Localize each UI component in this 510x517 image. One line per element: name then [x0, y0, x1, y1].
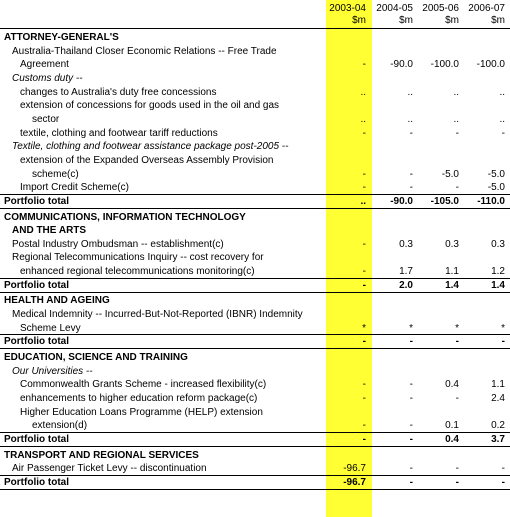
unit-header-1: $m [399, 15, 413, 26]
cell-2003-04: - [362, 168, 366, 180]
cell-2006-07: -110.0 [477, 195, 505, 207]
cell-2004-05: - [409, 420, 413, 432]
row-label-our-universities: Our Universities -- [12, 365, 93, 377]
cell-2006-07: .. [499, 113, 505, 125]
table-row [0, 140, 510, 154]
cell-2005-06: 0.1 [445, 420, 459, 432]
cell-2003-04: - [362, 279, 366, 291]
cell-2006-07: * [501, 322, 505, 334]
cell-2003-04: - [362, 433, 366, 445]
cell-2003-04: - [362, 336, 366, 348]
year-header-1: 2004-05 [376, 3, 413, 14]
portfolio-total-row [0, 335, 510, 349]
section-heading: HEALTH AND AGEING [4, 295, 110, 307]
cell-2004-05: 2.0 [399, 279, 413, 291]
section-heading-row [0, 31, 510, 45]
cell-2005-06: - [455, 127, 459, 139]
row-label-enhanced-regional-telecommunications-mon: enhanced regional telecommunications monitoring(c) [20, 266, 255, 278]
row-label-commonwealth-grants-scheme-increased-fle: Commonwealth Grants Scheme - increased flexibility(c) [20, 379, 267, 391]
year-header-3: 2006-07 [468, 3, 505, 14]
cell-2006-07: -5.0 [487, 168, 505, 180]
cell-2006-07: - [501, 476, 505, 488]
table-row [0, 251, 510, 265]
cell-2006-07: - [501, 463, 505, 475]
total-top-rule [0, 194, 510, 195]
total-top-rule [0, 475, 510, 476]
portfolio-total-label: Portfolio total [4, 476, 69, 488]
cell-2005-06: - [455, 476, 459, 488]
row-label-scheme-c: scheme(c) [32, 168, 79, 180]
table-row [0, 86, 510, 100]
cell-2006-07: .. [499, 86, 505, 98]
table-row [0, 127, 510, 141]
cell-2004-05: -90.0 [390, 195, 413, 207]
cell-2003-04: .. [360, 86, 366, 98]
section-heading-row [0, 449, 510, 463]
cell-2005-06: - [455, 182, 459, 194]
row-label-regional-telecommunications-inquiry-cost: Regional Telecommunications Inquiry -- cost recovery for [12, 252, 264, 264]
cell-2005-06: 0.4 [445, 433, 459, 445]
cell-2003-04: - [362, 59, 366, 71]
cell-2004-05: - [409, 476, 413, 488]
cell-2005-06: -100.0 [430, 59, 459, 71]
cell-2003-04: - [362, 238, 366, 250]
section-heading-row [0, 351, 510, 365]
table-row [0, 378, 510, 392]
portfolio-total-row [0, 476, 510, 490]
cell-2006-07: -5.0 [487, 182, 505, 194]
row-label-textile-clothing-and-footwear-assistance: Textile, clothing and footwear assistance package post-2005 -- [12, 141, 289, 153]
row-label-australia-thailand-closer-economic-relat: Australia-Thailand Closer Economic Relations -- Free Trade [12, 45, 277, 57]
cell-2005-06: -5.0 [441, 168, 459, 180]
cell-2003-04: - [362, 182, 366, 194]
cell-2006-07: -100.0 [476, 59, 505, 71]
cell-2005-06: - [455, 336, 459, 348]
total-bottom-rule [0, 348, 510, 349]
table-row [0, 238, 510, 252]
row-label-postal-industry-ombudsman-establishment-: Postal Industry Ombudsman -- establishment(c) [12, 238, 224, 250]
cell-2003-04: .. [360, 113, 366, 125]
portfolio-total-label: Portfolio total [4, 279, 69, 291]
row-label-textile-clothing-and-footwear-tariff-red: textile, clothing and footwear tariff reductions [20, 127, 218, 139]
cell-2004-05: .. [407, 86, 413, 98]
cell-2003-04: -96.7 [343, 476, 366, 488]
cell-2004-05: - [409, 379, 413, 391]
table-row [0, 72, 510, 86]
cell-2003-04: - [362, 392, 366, 404]
cell-2003-04: - [362, 127, 366, 139]
table-row [0, 392, 510, 406]
cell-2004-05: - [409, 433, 413, 445]
total-bottom-rule [0, 208, 510, 209]
total-top-rule [0, 278, 510, 279]
unit-header-2: $m [445, 15, 459, 26]
row-label-customs-duty: Customs duty -- [12, 73, 83, 84]
table-row [0, 154, 510, 168]
cell-2005-06: 1.1 [445, 266, 459, 278]
section-heading: ATTORNEY-GENERAL'S [4, 32, 119, 43]
year-header-2: 2005-06 [422, 3, 459, 14]
cell-2004-05: * [409, 322, 413, 334]
section-heading: TRANSPORT AND REGIONAL SERVICES [4, 449, 199, 461]
cell-2006-07: 0.2 [491, 420, 505, 432]
cell-2006-07: - [501, 336, 505, 348]
cell-2004-05: - [409, 168, 413, 180]
table-row [0, 365, 510, 379]
table-row [0, 45, 510, 59]
row-label-enhancements-to-higher-education-reform-: enhancements to higher education reform package(c) [20, 392, 258, 404]
cell-2006-07: - [501, 127, 505, 139]
section-heading-row [0, 294, 510, 308]
portfolio-total-row [0, 433, 510, 447]
cell-2005-06: 0.4 [445, 379, 459, 391]
row-label-extension-of-concessions-for-goods-used-: extension of concessions for goods used in the oil and gas [20, 100, 280, 112]
table-row [0, 113, 510, 127]
section-heading-row [0, 224, 510, 238]
row-label-sector: sector [32, 113, 60, 125]
row-label-higher-education-loans-programme-help-ex: Higher Education Loans Programme (HELP) extension [20, 406, 263, 418]
cell-2004-05: .. [407, 113, 413, 125]
cell-2006-07: 3.7 [491, 433, 505, 445]
section-heading: EDUCATION, SCIENCE AND TRAINING [4, 351, 188, 363]
cell-2005-06: 0.3 [445, 238, 459, 250]
cell-2003-04: -96.7 [343, 463, 366, 475]
cell-2004-05: -90.0 [390, 59, 413, 71]
cell-2003-04: - [362, 266, 366, 278]
cell-2006-07: 1.1 [491, 379, 505, 391]
total-top-rule [0, 334, 510, 335]
cell-2003-04: - [362, 420, 366, 432]
row-label-medical-indemnity-incurred-but-not-repor: Medical Indemnity -- Incurred-But-Not-Reported (IBNR) Indemnity [12, 309, 303, 320]
cell-2003-04: .. [360, 195, 366, 207]
cell-2004-05: - [409, 127, 413, 139]
section-heading: COMMUNICATIONS, INFORMATION TECHNOLOGY [4, 211, 246, 223]
total-top-rule [0, 432, 510, 433]
cell-2003-04: - [362, 379, 366, 391]
table-row [0, 58, 510, 72]
section-heading-row [0, 211, 510, 225]
cell-2006-07: 2.4 [491, 392, 505, 404]
cell-2005-06: - [455, 463, 459, 475]
row-label-changes-to-australia-s-duty-free-concess: changes to Australia's duty free concessions [20, 86, 217, 98]
portfolio-total-label: Portfolio total [4, 433, 69, 445]
unit-header-0: $m [352, 15, 366, 26]
cell-2004-05: - [409, 392, 413, 404]
cell-2004-05: - [409, 336, 413, 348]
table-row [0, 406, 510, 420]
cell-2006-07: 1.2 [491, 266, 505, 278]
cell-2006-07: 1.4 [491, 279, 505, 291]
unit-header-3: $m [491, 15, 505, 26]
section-heading: AND THE ARTS [12, 225, 87, 237]
cell-2005-06: -105.0 [430, 195, 459, 207]
total-bottom-rule [0, 446, 510, 447]
table-row [0, 308, 510, 322]
total-bottom-rule [0, 292, 510, 293]
table-row [0, 168, 510, 182]
cell-2005-06: .. [453, 113, 459, 125]
cell-2006-07: 0.3 [491, 238, 505, 250]
row-label-extension-d: extension(d) [32, 420, 88, 432]
year-header-0: 2003-04 [329, 3, 366, 14]
portfolio-total-row [0, 279, 510, 293]
header-rule [0, 28, 510, 29]
row-label-scheme-levy: Scheme Levy [20, 322, 81, 334]
cell-2004-05: - [409, 182, 413, 194]
header-units-row [0, 15, 510, 29]
total-bottom-rule [0, 489, 510, 490]
cell-2005-06: .. [453, 86, 459, 98]
row-label-air-passenger-ticket-levy-discontinuatio: Air Passenger Ticket Levy -- discontinuation [12, 463, 207, 475]
row-label-import-credit-scheme-c: Import Credit Scheme(c) [20, 182, 129, 194]
cell-2005-06: - [455, 392, 459, 404]
row-label-extension-of-the-expanded-overseas-assem: extension of the Expanded Overseas Assembly Provision [20, 154, 274, 166]
portfolio-total-label: Portfolio total [4, 336, 69, 348]
cell-2003-04: * [362, 322, 366, 334]
cell-2005-06: * [455, 322, 459, 334]
cell-2005-06: 1.4 [445, 279, 459, 291]
portfolio-total-row [0, 195, 510, 209]
cell-2004-05: - [409, 463, 413, 475]
table-row [0, 99, 510, 113]
cell-2004-05: 0.3 [399, 238, 413, 250]
cell-2004-05: 1.7 [399, 266, 413, 278]
portfolio-total-label: Portfolio total [4, 195, 69, 207]
row-label-agreement: Agreement [20, 59, 69, 71]
